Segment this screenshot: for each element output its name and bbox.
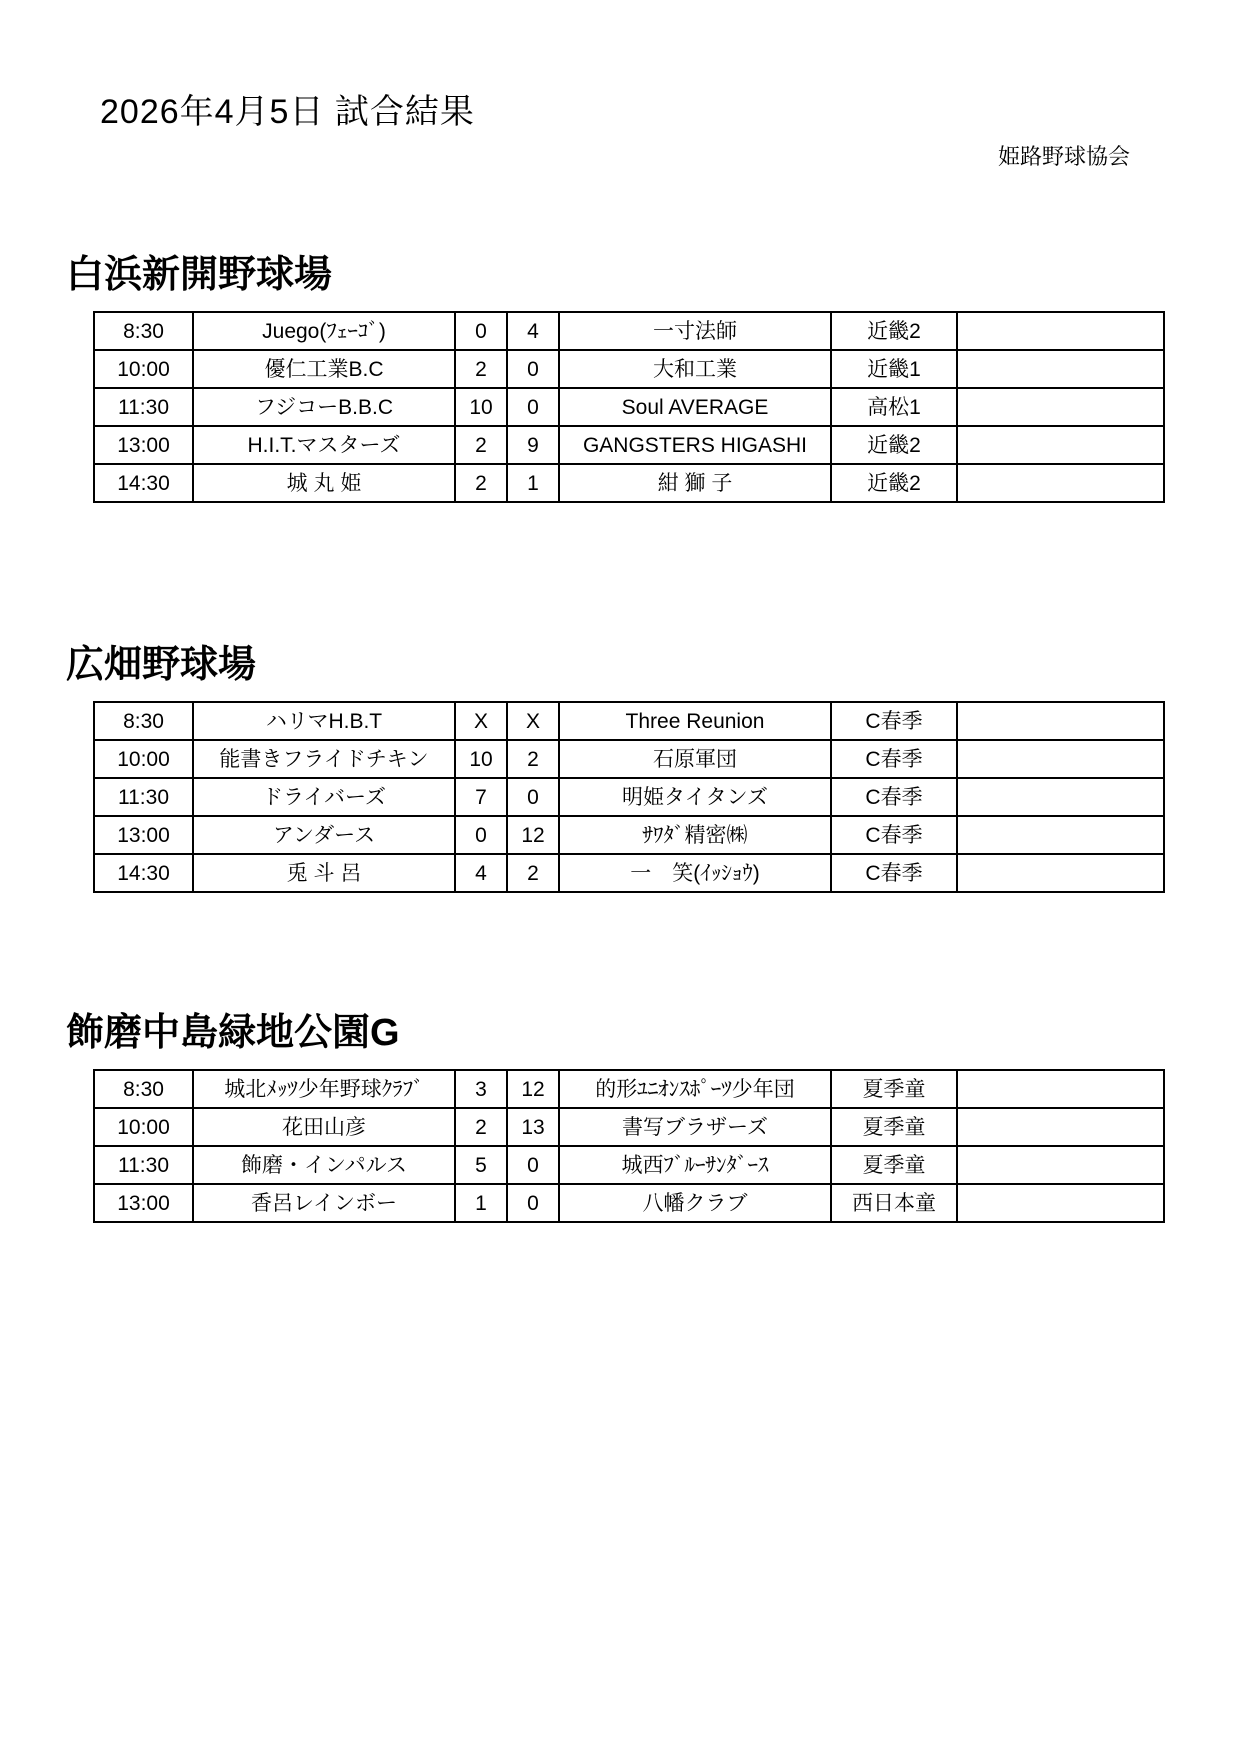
home-score: 3 — [455, 1070, 507, 1108]
game-time: 10:00 — [94, 740, 193, 778]
game-time: 14:30 — [94, 854, 193, 892]
away-team: 大和工業 — [559, 350, 831, 388]
venue-section-shikama-nakajima — [66, 1012, 1196, 1223]
note-cell — [957, 1070, 1164, 1108]
league-label: 夏季童 — [831, 1070, 957, 1108]
venue-heading: 広畑野球場 — [66, 644, 257, 686]
away-team: 的形ﾕﾆｵﾝｽﾎﾟｰﾂ少年団 — [559, 1070, 831, 1108]
note-cell — [957, 388, 1164, 426]
league-label: C春季 — [831, 740, 957, 778]
away-score: 13 — [507, 1108, 559, 1146]
game-time: 8:30 — [94, 1070, 193, 1108]
game-row — [94, 1146, 1164, 1184]
away-team: 書写ブラザーズ — [559, 1108, 831, 1146]
away-team: 紺 獅 子 — [559, 464, 831, 502]
home-team: 花田山彦 — [193, 1108, 455, 1146]
game-time: 8:30 — [94, 312, 193, 350]
away-team: 八幡クラブ — [559, 1184, 831, 1222]
away-score: 4 — [507, 312, 559, 350]
note-cell — [957, 778, 1164, 816]
game-time: 11:30 — [94, 388, 193, 426]
results-table-shikama-nakajima — [93, 1069, 1165, 1223]
league-label: C春季 — [831, 854, 957, 892]
away-team: 一 笑(ｲｯｼｮｳ) — [559, 854, 831, 892]
game-time: 11:30 — [94, 1146, 193, 1184]
organization-name: 姫路野球協会 — [997, 144, 1130, 169]
venue-heading: 飾磨中島緑地公園G — [66, 1012, 400, 1054]
away-team: Soul AVERAGE — [559, 388, 831, 426]
home-team: ハリマH.B.T — [193, 702, 455, 740]
away-score: 2 — [507, 740, 559, 778]
home-team: 優仁工業B.C — [193, 350, 455, 388]
home-team: 能書きフライドチキン — [193, 740, 455, 778]
game-row — [94, 1070, 1164, 1108]
home-team: 飾磨・インパルス — [193, 1146, 455, 1184]
note-cell — [957, 1146, 1164, 1184]
away-score: 0 — [507, 350, 559, 388]
note-cell — [957, 740, 1164, 778]
home-team: アンダース — [193, 816, 455, 854]
league-label: 近畿2 — [831, 312, 957, 350]
game-time: 13:00 — [94, 426, 193, 464]
game-row — [94, 702, 1164, 740]
away-score: 1 — [507, 464, 559, 502]
league-label: 高松1 — [831, 388, 957, 426]
home-team: 城 丸 姫 — [193, 464, 455, 502]
away-team: 一寸法師 — [559, 312, 831, 350]
away-score: 0 — [507, 1146, 559, 1184]
note-cell — [957, 350, 1164, 388]
away-score: 2 — [507, 854, 559, 892]
league-label: 西日本童 — [831, 1184, 957, 1222]
home-score: 2 — [455, 426, 507, 464]
note-cell — [957, 1184, 1164, 1222]
home-team: ドライバーズ — [193, 778, 455, 816]
away-team: 城西ﾌﾞﾙｰｻﾝﾀﾞｰｽ — [559, 1146, 831, 1184]
game-row — [94, 1184, 1164, 1222]
away-score: 0 — [507, 388, 559, 426]
away-team: 明姫タイタンズ — [559, 778, 831, 816]
results-table-hirohata — [93, 701, 1165, 893]
game-time: 8:30 — [94, 702, 193, 740]
away-score: X — [507, 702, 559, 740]
note-cell — [957, 854, 1164, 892]
game-row — [94, 740, 1164, 778]
home-score: 1 — [455, 1184, 507, 1222]
league-label: 夏季童 — [831, 1108, 957, 1146]
game-row — [94, 816, 1164, 854]
game-row — [94, 426, 1164, 464]
game-time: 14:30 — [94, 464, 193, 502]
away-score: 12 — [507, 816, 559, 854]
away-team: Three Reunion — [559, 702, 831, 740]
home-team: フジコーB.B.C — [193, 388, 455, 426]
venue-section-hirohata — [66, 644, 1196, 893]
game-row — [94, 854, 1164, 892]
home-score: 4 — [455, 854, 507, 892]
home-score: 2 — [455, 1108, 507, 1146]
league-label: 近畿1 — [831, 350, 957, 388]
home-team: 兎 斗 呂 — [193, 854, 455, 892]
league-label: 近畿2 — [831, 464, 957, 502]
game-row — [94, 464, 1164, 502]
away-score: 9 — [507, 426, 559, 464]
game-time: 10:00 — [94, 1108, 193, 1146]
home-score: 10 — [455, 388, 507, 426]
home-score: 10 — [455, 740, 507, 778]
league-label: 夏季童 — [831, 1146, 957, 1184]
game-time: 13:00 — [94, 816, 193, 854]
home-score: 5 — [455, 1146, 507, 1184]
home-score: 0 — [455, 816, 507, 854]
note-cell — [957, 464, 1164, 502]
game-row — [94, 312, 1164, 350]
note-cell — [957, 702, 1164, 740]
away-score: 12 — [507, 1070, 559, 1108]
home-score: 2 — [455, 464, 507, 502]
league-label: C春季 — [831, 816, 957, 854]
home-score: 0 — [455, 312, 507, 350]
home-score: 7 — [455, 778, 507, 816]
game-time: 11:30 — [94, 778, 193, 816]
away-score: 0 — [507, 778, 559, 816]
home-team: Juego(ﾌｪｰｺﾞ) — [193, 312, 455, 350]
venue-heading: 白浜新開野球場 — [66, 254, 333, 296]
game-row — [94, 778, 1164, 816]
home-team: 香呂レインボー — [193, 1184, 455, 1222]
game-time: 10:00 — [94, 350, 193, 388]
game-row — [94, 350, 1164, 388]
home-score: 2 — [455, 350, 507, 388]
note-cell — [957, 312, 1164, 350]
away-team: GANGSTERS HIGASHI — [559, 426, 831, 464]
home-team: 城北ﾒｯﾂ少年野球ｸﾗﾌﾞ — [193, 1070, 455, 1108]
home-score: X — [455, 702, 507, 740]
game-row — [94, 1108, 1164, 1146]
away-score: 0 — [507, 1184, 559, 1222]
note-cell — [957, 816, 1164, 854]
home-team: H.I.T.マスターズ — [193, 426, 455, 464]
note-cell — [957, 1108, 1164, 1146]
note-cell — [957, 426, 1164, 464]
league-label: C春季 — [831, 702, 957, 740]
away-team: ｻﾜﾀﾞ精密㈱ — [559, 816, 831, 854]
venue-section-shirahama — [66, 254, 1196, 503]
game-time: 13:00 — [94, 1184, 193, 1222]
league-label: 近畿2 — [831, 426, 957, 464]
league-label: C春季 — [831, 778, 957, 816]
results-table-shirahama — [93, 311, 1165, 503]
away-team: 石原軍団 — [559, 740, 831, 778]
page-title: 2026年4月5日 試合結果 — [100, 93, 475, 131]
game-row — [94, 388, 1164, 426]
